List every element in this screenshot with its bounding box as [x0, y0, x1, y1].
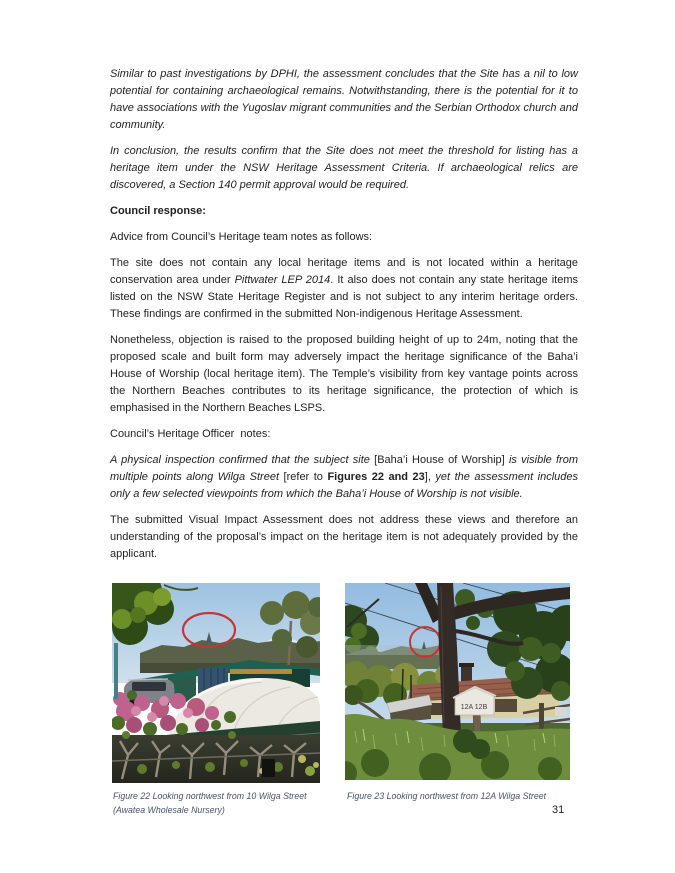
- mailbox-label: 12A 12B: [460, 704, 488, 711]
- figure-23-caption-line1: Figure 23 Looking northwest from 12A Wilga Street: [347, 791, 547, 801]
- pole: [114, 643, 118, 699]
- figure-22-caption-line2: (Awatea Wholesale Nursery): [113, 805, 225, 815]
- figure-23-photo: [345, 583, 570, 780]
- figure-22-photo: [112, 583, 320, 783]
- foreground-shadow: [112, 735, 320, 783]
- council-response-heading: Council response:: [110, 205, 206, 217]
- dark-sign: [262, 759, 275, 777]
- figure-23-caption: [347, 789, 573, 803]
- objection-paragraph: Nonetheless, objection is raised to the proposed building height of up to 24m, noting that the proposed scale and built form may adversely impact the heritage significance of the Baha’i House of Worship (local heritage item). The Temple’s visibility from key vantage points across the Northern Beaches contributes to its heritage significance, the protection of which is emphasised in the Northern Beaches LSPS.: [110, 334, 578, 414]
- site-heritage-paragraph: The site does not contain any local heritage items and is not located within a heritage conservation area under Pittwater LEP 2014. It also does not contain any state heritage items listed on the NSW State Heritage Register and is not subject to any interim heritage orders. These findings are confirmed in the submitted Non-indigenous Heritage Assessment.: [110, 257, 578, 320]
- figure-22-photo-illustration: [112, 583, 320, 783]
- figure-22-caption-line1: Figure 22 Looking northwest from 10 Wilga Street: [113, 791, 307, 801]
- advice-lead-paragraph: Advice from Council’s Heritage team notes as follows:: [110, 231, 373, 243]
- document-body: [110, 66, 578, 572]
- figure-23-photo-illustration: [345, 583, 570, 780]
- heritage-officer-lead: Council’s Heritage Officer notes:: [110, 428, 271, 440]
- visual-impact-paragraph: The submitted Visual Impact Assessment does not address these views and therefore an understanding of the proposal’s impact on the heritage item is not adequately provided by the applicant.: [110, 514, 578, 560]
- inspection-quote-paragraph: A physical inspection confirmed that the subject site [Baha’i House of Worship] is visible from multiple points along Wilga Street [refer to Figures 22 and 23], yet the assessment includes only a few selected viewpoints from which the Baha’i House of Worship is not visible.: [110, 454, 579, 500]
- quote-paragraph-conclusion: In conclusion, the results confirm that the Site does not meet the threshold for listing has a heritage item under the NSW Heritage Assessment Criteria. If archaeological relics are discovered, a Section 140 permit approval would be required.: [110, 145, 578, 191]
- quote-paragraph-archaeology: Similar to past investigations by DPHI, the assessment concludes that the Site has a nil to low potential for containing archaeological remains. Notwithstanding, there is the potential for it to have associations with the Yugoslav migrant communities and the Serbian Orthodox church and community.: [110, 68, 578, 131]
- page-number: 31: [552, 804, 565, 816]
- figure-22-caption: [113, 789, 345, 817]
